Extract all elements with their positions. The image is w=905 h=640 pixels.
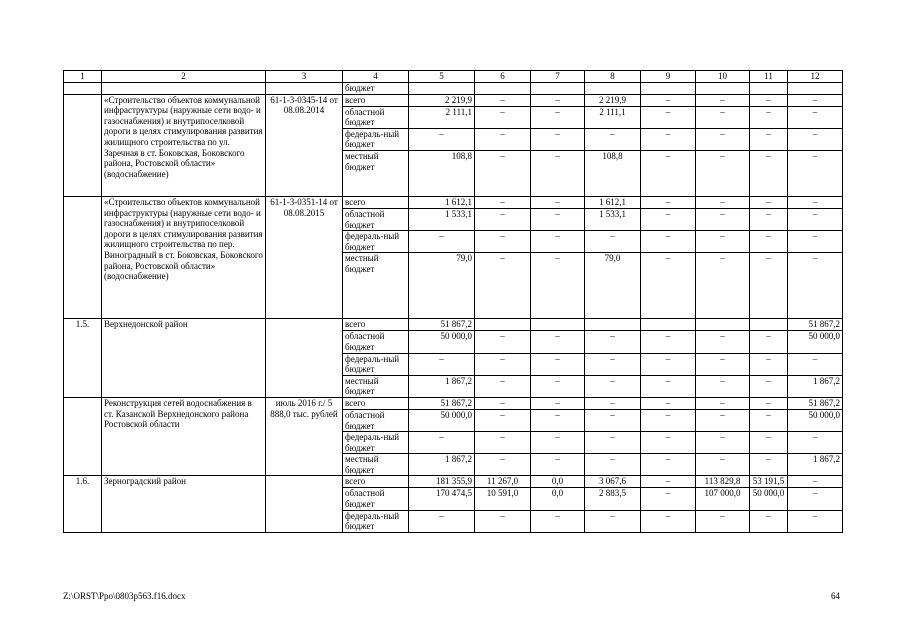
- value-cell: [641, 319, 696, 331]
- value-cell: –: [696, 397, 750, 409]
- value-cell: –: [475, 331, 531, 353]
- col-header: 3: [266, 71, 343, 83]
- value-cell: [750, 83, 788, 95]
- value-cell: [788, 83, 843, 95]
- value-cell: –: [475, 510, 531, 532]
- value-cell: –: [585, 353, 641, 375]
- document-cell: [266, 319, 343, 398]
- value-cell: –: [696, 231, 750, 253]
- value-cell: –: [696, 208, 750, 230]
- value-cell: –: [696, 331, 750, 353]
- funding-source-cell: федераль-ный бюджет: [343, 510, 409, 532]
- funding-source-cell: бюджет: [343, 83, 409, 95]
- value-cell: –: [475, 208, 531, 230]
- value-cell: 2 111,1: [585, 106, 641, 128]
- value-cell: [696, 83, 750, 95]
- value-cell: 0,0: [531, 476, 585, 488]
- value-cell: –: [788, 94, 843, 106]
- value-cell: –: [788, 510, 843, 532]
- value-cell: 1 533,1: [409, 208, 475, 230]
- value-cell: 113 829,8: [696, 476, 750, 488]
- value-cell: –: [531, 454, 585, 476]
- value-cell: 51 867,2: [409, 397, 475, 409]
- row-number-cell: [64, 196, 102, 318]
- object-name-cell: Зерноградский район: [102, 476, 266, 532]
- col-header: 9: [641, 71, 696, 83]
- value-cell: –: [750, 208, 788, 230]
- value-cell: –: [585, 510, 641, 532]
- col-header: 4: [343, 71, 409, 83]
- value-cell: –: [788, 253, 843, 319]
- value-cell: –: [641, 331, 696, 353]
- value-cell: –: [696, 454, 750, 476]
- value-cell: –: [750, 409, 788, 431]
- value-cell: –: [475, 150, 531, 196]
- value-cell: –: [696, 353, 750, 375]
- value-cell: 1 533,1: [585, 208, 641, 230]
- value-cell: –: [641, 432, 696, 454]
- value-cell: 1 612,1: [409, 196, 475, 208]
- value-cell: –: [585, 409, 641, 431]
- value-cell: –: [750, 510, 788, 532]
- funding-source-cell: всего: [343, 196, 409, 208]
- value-cell: –: [641, 488, 696, 510]
- value-cell: [475, 83, 531, 95]
- funding-source-cell: областной бюджет: [343, 488, 409, 510]
- value-cell: –: [696, 253, 750, 319]
- document-cell: 61-1-3-0351-14 от 08.08.2015: [266, 196, 343, 318]
- value-cell: –: [585, 331, 641, 353]
- funding-source-cell: федераль-ный бюджет: [343, 353, 409, 375]
- col-header: 6: [475, 71, 531, 83]
- value-cell: –: [641, 510, 696, 532]
- value-cell: 1 867,2: [409, 454, 475, 476]
- value-cell: –: [696, 409, 750, 431]
- value-cell: [531, 83, 585, 95]
- value-cell: –: [475, 94, 531, 106]
- value-cell: 107 000,0: [696, 488, 750, 510]
- value-cell: –: [531, 196, 585, 208]
- funding-source-cell: местный бюджет: [343, 454, 409, 476]
- value-cell: 53 191,5: [750, 476, 788, 488]
- value-cell: 50 000,0: [409, 331, 475, 353]
- value-cell: –: [475, 409, 531, 431]
- table-body: [64, 71, 843, 533]
- value-cell: –: [641, 106, 696, 128]
- value-cell: –: [750, 397, 788, 409]
- value-cell: –: [788, 128, 843, 150]
- value-cell: –: [531, 231, 585, 253]
- row-number-cell: [64, 397, 102, 476]
- value-cell: –: [641, 94, 696, 106]
- object-name-cell: «Строительство объектов коммунальной инфраструктуры (наружные сети водо- и газоснабжения) и внутрипоселковой дороги в целях стимулирования развития жилищного строительства по пер. Виноградный в ст. Боковская, Боковского района, Ростовской области» (водоснабжение): [102, 196, 266, 318]
- value-cell: –: [750, 375, 788, 397]
- page-number: 64: [831, 591, 840, 601]
- value-cell: 108,8: [409, 150, 475, 196]
- funding-source-cell: федераль-ный бюджет: [343, 231, 409, 253]
- value-cell: –: [531, 208, 585, 230]
- funding-source-cell: областной бюджет: [343, 331, 409, 353]
- value-cell: –: [531, 94, 585, 106]
- value-cell: [696, 319, 750, 331]
- value-cell: –: [696, 128, 750, 150]
- value-cell: –: [531, 510, 585, 532]
- funding-source-cell: областной бюджет: [343, 208, 409, 230]
- value-cell: –: [750, 196, 788, 208]
- value-cell: –: [788, 196, 843, 208]
- document-cell: [266, 83, 343, 95]
- value-cell: –: [750, 231, 788, 253]
- value-cell: –: [696, 94, 750, 106]
- row-number-cell: [64, 83, 102, 95]
- value-cell: –: [531, 253, 585, 319]
- document-cell: июль 2016 г./ 5 888,0 тыс. рублей: [266, 397, 343, 476]
- object-name-cell: Реконструкция сетей водоснабжения в ст. Казанской Верхнедонского района Ростовской области: [102, 397, 266, 476]
- value-cell: –: [641, 476, 696, 488]
- value-cell: [531, 319, 585, 331]
- value-cell: –: [475, 432, 531, 454]
- value-cell: 11 267,0: [475, 476, 531, 488]
- col-header: 7: [531, 71, 585, 83]
- value-cell: –: [641, 208, 696, 230]
- value-cell: –: [585, 375, 641, 397]
- object-name-cell: [102, 83, 266, 95]
- funding-source-cell: всего: [343, 94, 409, 106]
- value-cell: –: [750, 94, 788, 106]
- value-cell: 0,0: [531, 488, 585, 510]
- value-cell: –: [788, 106, 843, 128]
- value-cell: 170 474,5: [409, 488, 475, 510]
- budget-table: [63, 70, 843, 533]
- col-header: 1: [64, 71, 102, 83]
- value-cell: –: [696, 106, 750, 128]
- value-cell: –: [531, 409, 585, 431]
- value-cell: 50 000,0: [788, 331, 843, 353]
- value-cell: –: [641, 409, 696, 431]
- value-cell: [585, 319, 641, 331]
- table-row: [64, 476, 843, 488]
- value-cell: –: [696, 432, 750, 454]
- value-cell: –: [750, 150, 788, 196]
- header-row: [64, 71, 843, 83]
- value-cell: –: [750, 432, 788, 454]
- col-header: 11: [750, 71, 788, 83]
- value-cell: –: [750, 128, 788, 150]
- value-cell: –: [696, 510, 750, 532]
- value-cell: –: [531, 128, 585, 150]
- value-cell: –: [750, 353, 788, 375]
- col-header: 2: [102, 71, 266, 83]
- value-cell: –: [531, 331, 585, 353]
- value-cell: 50 000,0: [409, 409, 475, 431]
- funding-source-cell: всего: [343, 397, 409, 409]
- value-cell: –: [531, 353, 585, 375]
- table-row: [64, 397, 843, 409]
- value-cell: –: [750, 454, 788, 476]
- file-path: Z:\ORST\Ppo\0803p563.f16.docx: [63, 591, 186, 601]
- row-number-cell: 1.5.: [64, 319, 102, 398]
- value-cell: 51 867,2: [409, 319, 475, 331]
- table-row: [64, 83, 843, 95]
- value-cell: –: [696, 375, 750, 397]
- funding-source-cell: местный бюджет: [343, 253, 409, 319]
- value-cell: 79,0: [585, 253, 641, 319]
- value-cell: [475, 319, 531, 331]
- value-cell: –: [788, 208, 843, 230]
- funding-source-cell: федераль-ный бюджет: [343, 432, 409, 454]
- value-cell: –: [585, 231, 641, 253]
- object-name-cell: «Строительство объектов коммунальной инфраструктуры (наружные сети водо- и газоснабжения) и внутрипоселковой дороги в целях стимулирования развития жилищного строительства по ул. Заречная в ст. Боковская, Боковского района, Ростовской области» (водоснабжение): [102, 94, 266, 196]
- value-cell: 108,8: [585, 150, 641, 196]
- value-cell: [409, 83, 475, 95]
- funding-source-cell: всего: [343, 476, 409, 488]
- col-header: 5: [409, 71, 475, 83]
- value-cell: –: [409, 231, 475, 253]
- funding-source-cell: областной бюджет: [343, 106, 409, 128]
- value-cell: –: [641, 196, 696, 208]
- value-cell: –: [475, 397, 531, 409]
- document-cell: 61-1-3-0345-14 от 08.08.2014: [266, 94, 343, 196]
- funding-source-cell: областной бюджет: [343, 409, 409, 431]
- value-cell: –: [475, 128, 531, 150]
- value-cell: –: [531, 106, 585, 128]
- value-cell: 79,0: [409, 253, 475, 319]
- funding-source-cell: федераль-ный бюджет: [343, 128, 409, 150]
- value-cell: 1 612,1: [585, 196, 641, 208]
- col-header: 12: [788, 71, 843, 83]
- value-cell: 51 867,2: [788, 319, 843, 331]
- col-header: 10: [696, 71, 750, 83]
- value-cell: –: [788, 353, 843, 375]
- funding-source-cell: всего: [343, 319, 409, 331]
- value-cell: –: [409, 432, 475, 454]
- value-cell: –: [475, 353, 531, 375]
- table-row: [64, 94, 843, 106]
- value-cell: –: [475, 196, 531, 208]
- value-cell: –: [788, 476, 843, 488]
- table-row: [64, 319, 843, 331]
- value-cell: –: [531, 150, 585, 196]
- row-number-cell: [64, 94, 102, 196]
- value-cell: –: [750, 253, 788, 319]
- value-cell: –: [409, 128, 475, 150]
- value-cell: –: [409, 510, 475, 532]
- value-cell: –: [531, 375, 585, 397]
- value-cell: –: [788, 150, 843, 196]
- row-number-cell: 1.6.: [64, 476, 102, 532]
- value-cell: –: [696, 196, 750, 208]
- value-cell: 3 067,6: [585, 476, 641, 488]
- value-cell: 10 591,0: [475, 488, 531, 510]
- value-cell: 51 867,2: [788, 397, 843, 409]
- value-cell: 1 867,2: [788, 454, 843, 476]
- value-cell: 2 219,9: [585, 94, 641, 106]
- funding-source-cell: местный бюджет: [343, 375, 409, 397]
- value-cell: –: [641, 397, 696, 409]
- value-cell: –: [585, 454, 641, 476]
- value-cell: [585, 83, 641, 95]
- value-cell: [750, 319, 788, 331]
- value-cell: 181 355,9: [409, 476, 475, 488]
- value-cell: –: [641, 150, 696, 196]
- value-cell: –: [788, 488, 843, 510]
- value-cell: –: [641, 454, 696, 476]
- value-cell: 2 111,1: [409, 106, 475, 128]
- value-cell: –: [475, 375, 531, 397]
- value-cell: 50 000,0: [788, 409, 843, 431]
- value-cell: –: [788, 432, 843, 454]
- value-cell: 1 867,2: [788, 375, 843, 397]
- funding-source-cell: местный бюджет: [343, 150, 409, 196]
- value-cell: –: [585, 397, 641, 409]
- value-cell: –: [641, 128, 696, 150]
- value-cell: –: [641, 231, 696, 253]
- value-cell: –: [750, 106, 788, 128]
- table-row: [64, 196, 843, 208]
- value-cell: –: [641, 253, 696, 319]
- value-cell: –: [585, 432, 641, 454]
- value-cell: –: [641, 353, 696, 375]
- value-cell: 2 219,9: [409, 94, 475, 106]
- value-cell: –: [750, 331, 788, 353]
- value-cell: –: [475, 231, 531, 253]
- object-name-cell: Верхнедонской район: [102, 319, 266, 398]
- value-cell: 2 883,5: [585, 488, 641, 510]
- value-cell: –: [641, 375, 696, 397]
- value-cell: –: [696, 150, 750, 196]
- value-cell: –: [531, 432, 585, 454]
- document-cell: [266, 476, 343, 532]
- value-cell: 50 000,0: [750, 488, 788, 510]
- value-cell: –: [531, 397, 585, 409]
- value-cell: –: [475, 454, 531, 476]
- col-header: 8: [585, 71, 641, 83]
- value-cell: –: [409, 353, 475, 375]
- value-cell: –: [788, 231, 843, 253]
- value-cell: –: [585, 128, 641, 150]
- value-cell: –: [475, 106, 531, 128]
- value-cell: [641, 83, 696, 95]
- value-cell: 1 867,2: [409, 375, 475, 397]
- value-cell: –: [475, 253, 531, 319]
